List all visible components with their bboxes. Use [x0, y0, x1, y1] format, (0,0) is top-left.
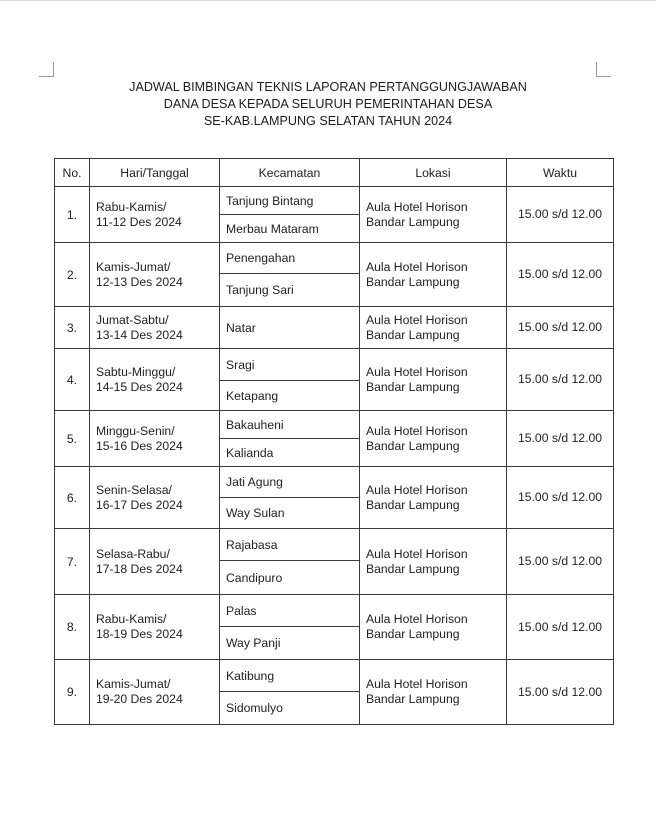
tanggal-line: 19-20 Des 2024	[96, 692, 183, 706]
table-header-row	[55, 159, 614, 187]
table-row	[55, 187, 614, 215]
hari-line: Sabtu-Minggu/	[96, 364, 176, 379]
hari-line: Minggu-Senin/	[96, 423, 175, 438]
kota-line: Bandar Lampung	[366, 497, 460, 512]
cell-hari-tanggal	[90, 187, 220, 243]
cell-lokasi	[360, 529, 507, 595]
cell-no: 3.	[55, 307, 90, 349]
header-waktu: Waktu	[507, 159, 614, 187]
title-line-1: JADWAL BIMBINGAN TEKNIS LAPORAN PERTANGGUNGJAWABAN	[129, 80, 527, 94]
cell-no: 2.	[55, 243, 90, 307]
table-row	[55, 411, 614, 439]
cell-kecamatan: Way Panji	[220, 627, 360, 660]
lokasi-line: Aula Hotel Horison	[366, 677, 468, 691]
tanggal-line: 15-16 Des 2024	[96, 438, 183, 453]
cell-lokasi	[360, 467, 507, 529]
cell-lokasi	[360, 411, 507, 467]
table-row	[55, 243, 614, 274]
lokasi-line: Aula Hotel Horison	[366, 546, 468, 561]
kota-line: Bandar Lampung	[366, 438, 460, 453]
table-row	[55, 307, 614, 349]
tanggal-line: 17-18 Des 2024	[96, 561, 183, 576]
hari-line: Senin-Selasa/	[96, 482, 172, 497]
cell-kecamatan: Bakauheni	[220, 411, 360, 439]
cell-kecamatan: Merbau Mataram	[220, 215, 360, 243]
cell-kecamatan: Rajabasa	[220, 529, 360, 561]
title-line-2: DANA DESA KEPADA SELURUH PEMERINTAHAN DESA	[163, 97, 493, 111]
tanggal-line: 16-17 Des 2024	[96, 497, 183, 512]
table-row	[55, 595, 614, 627]
header-hari-tanggal: Hari/Tanggal	[90, 159, 220, 187]
kota-line: Bandar Lampung	[366, 214, 460, 229]
kota-line: Bandar Lampung	[366, 692, 460, 706]
cell-no: 5.	[55, 411, 90, 467]
cell-waktu: 15.00 s/d 12.00	[507, 411, 614, 467]
cell-lokasi	[360, 660, 507, 725]
page-top-edge	[0, 0, 656, 1]
cell-kecamatan: Way Sulan	[220, 498, 360, 529]
cell-kecamatan: Sidomulyo	[220, 692, 360, 725]
cell-waktu: 15.00 s/d 12.00	[507, 349, 614, 411]
hari-line: Kamis-Jumat/	[96, 677, 171, 691]
cell-hari-tanggal	[90, 411, 220, 467]
cell-no: 7.	[55, 529, 90, 595]
lokasi-line: Aula Hotel Horison	[366, 423, 468, 438]
cell-waktu: 15.00 s/d 12.00	[507, 529, 614, 595]
cell-no: 1.	[55, 187, 90, 243]
cell-waktu: 15.00 s/d 12.00	[507, 243, 614, 307]
cell-waktu: 15.00 s/d 12.00	[507, 595, 614, 660]
cell-kecamatan: Katibung	[220, 660, 360, 692]
cell-lokasi	[360, 307, 507, 349]
cell-kecamatan: Ketapang	[220, 381, 360, 411]
cell-waktu: 15.00 s/d 12.00	[507, 467, 614, 529]
tanggal-line: 18-19 Des 2024	[96, 627, 183, 641]
page-margin-corner-right	[596, 62, 611, 77]
cell-waktu: 15.00 s/d 12.00	[507, 187, 614, 243]
lokasi-line: Aula Hotel Horison	[366, 364, 468, 379]
cell-kecamatan: Tanjung Sari	[220, 274, 360, 307]
cell-hari-tanggal	[90, 307, 220, 349]
cell-kecamatan: Sragi	[220, 349, 360, 381]
title-line-3: SE-KAB.LAMPUNG SELATAN TAHUN 2024	[203, 114, 453, 128]
tanggal-line: 11-12 Des 2024	[96, 214, 182, 229]
tanggal-line: 14-15 Des 2024	[96, 379, 183, 394]
header-no: No.	[55, 159, 90, 187]
kota-line: Bandar Lampung	[366, 274, 460, 289]
table-row	[55, 529, 614, 561]
cell-hari-tanggal	[90, 467, 220, 529]
cell-kecamatan: Candipuro	[220, 561, 360, 595]
table-row	[55, 349, 614, 381]
tanggal-line: 12-13 Des 2024	[96, 274, 183, 289]
hari-line: Rabu-Kamis/	[96, 199, 167, 214]
document-title	[0, 79, 656, 130]
cell-kecamatan: Penengahan	[220, 243, 360, 274]
cell-no: 8.	[55, 595, 90, 660]
cell-lokasi	[360, 595, 507, 660]
hari-line: Kamis-Jumat/	[96, 259, 171, 274]
cell-no: 6.	[55, 467, 90, 529]
header-lokasi: Lokasi	[360, 159, 507, 187]
kota-line: Bandar Lampung	[366, 379, 460, 394]
table-body	[55, 187, 614, 725]
cell-hari-tanggal	[90, 349, 220, 411]
hari-line: Selasa-Rabu/	[96, 546, 170, 561]
cell-no: 9.	[55, 660, 90, 725]
lokasi-line: Aula Hotel Horison	[366, 312, 468, 327]
hari-line: Rabu-Kamis/	[96, 612, 167, 626]
kota-line: Bandar Lampung	[366, 561, 460, 576]
lokasi-line: Aula Hotel Horison	[366, 612, 468, 626]
cell-kecamatan: Tanjung Bintang	[220, 187, 360, 215]
cell-hari-tanggal	[90, 243, 220, 307]
cell-kecamatan: Palas	[220, 595, 360, 627]
table-row	[55, 660, 614, 692]
schedule-table	[54, 158, 614, 725]
lokasi-line: Aula Hotel Horison	[366, 259, 468, 274]
cell-kecamatan: Natar	[220, 307, 360, 349]
kota-line: Bandar Lampung	[366, 327, 460, 342]
cell-hari-tanggal	[90, 529, 220, 595]
cell-waktu: 15.00 s/d 12.00	[507, 307, 614, 349]
lokasi-line: Aula Hotel Horison	[366, 482, 468, 497]
table-row	[55, 467, 614, 498]
tanggal-line: 13-14 Des 2024	[96, 327, 183, 342]
page-margin-corner-left	[39, 62, 54, 77]
hari-line: Jumat-Sabtu/	[96, 312, 169, 327]
header-kecamatan: Kecamatan	[220, 159, 360, 187]
lokasi-line: Aula Hotel Horison	[366, 199, 468, 214]
cell-kecamatan: Kalianda	[220, 439, 360, 467]
cell-lokasi	[360, 187, 507, 243]
kota-line: Bandar Lampung	[366, 627, 460, 641]
cell-kecamatan: Jati Agung	[220, 467, 360, 498]
cell-no: 4.	[55, 349, 90, 411]
cell-lokasi	[360, 349, 507, 411]
cell-hari-tanggal	[90, 660, 220, 725]
cell-lokasi	[360, 243, 507, 307]
cell-hari-tanggal	[90, 595, 220, 660]
cell-waktu: 15.00 s/d 12.00	[507, 660, 614, 725]
